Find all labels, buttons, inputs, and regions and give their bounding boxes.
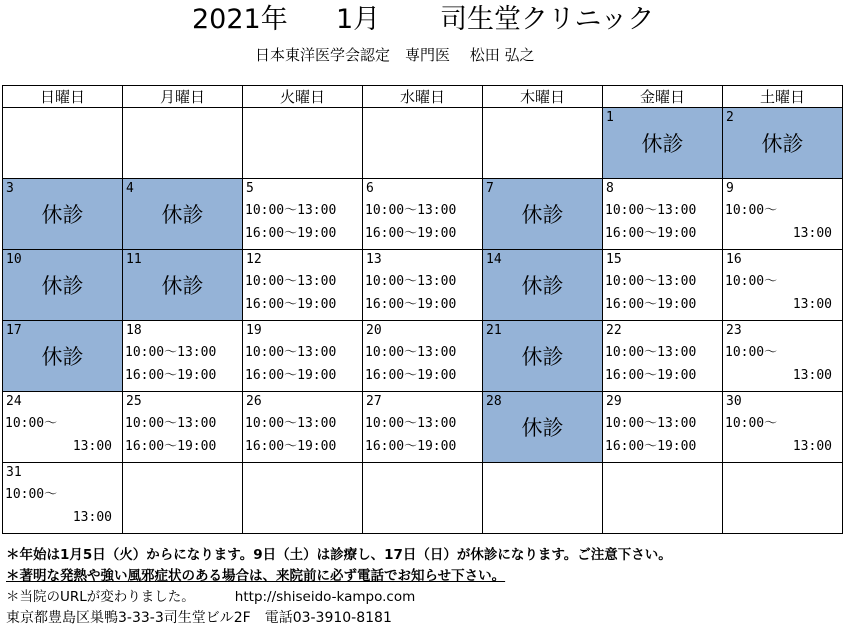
day-number: 15 — [606, 252, 622, 267]
day-number: 3 — [6, 181, 14, 196]
calendar-week-row — [3, 321, 843, 392]
weekday-header: 月曜日 — [123, 86, 243, 108]
open-day-cell — [603, 179, 723, 250]
empty-day-cell — [363, 108, 483, 179]
half-day-end: 13:00 — [72, 510, 112, 525]
afternoon-hours: 16:00～19:00 — [605, 368, 697, 383]
day-number: 20 — [366, 323, 382, 338]
calendar-week-row — [3, 179, 843, 250]
morning-hours: 10:00～13:00 — [125, 416, 217, 431]
morning-hours: 10:00～13:00 — [605, 274, 697, 289]
half-day-start: 10:00～ — [725, 416, 778, 431]
open-day-cell — [363, 179, 483, 250]
closed-day-cell — [3, 321, 123, 392]
open-day-cell — [123, 392, 243, 463]
closed-day-cell — [723, 108, 843, 179]
morning-hours: 10:00～13:00 — [365, 345, 457, 360]
day-number: 8 — [606, 181, 614, 196]
morning-hours: 10:00～13:00 — [365, 274, 457, 289]
day-number: 11 — [126, 252, 142, 267]
day-number: 17 — [6, 323, 22, 338]
open-day-cell — [603, 250, 723, 321]
day-number: 16 — [726, 252, 742, 267]
website-url[interactable]: http://shiseido-kampo.com — [234, 589, 416, 605]
clinic-address: 東京都豊島区巣鴨3-33-3司生堂ビル2F 電話03-3910-8181 — [6, 610, 392, 626]
closed-label: 休診 — [641, 132, 684, 156]
title-month: 1月 — [336, 4, 381, 35]
afternoon-hours: 16:00～19:00 — [125, 368, 217, 383]
half-day-start: 10:00～ — [5, 416, 58, 431]
closed-day-cell — [483, 250, 603, 321]
half-day-start: 10:00～ — [5, 487, 58, 502]
day-number: 30 — [726, 394, 742, 409]
day-number: 1 — [606, 110, 614, 125]
afternoon-hours: 16:00～19:00 — [245, 368, 337, 383]
day-number: 7 — [486, 181, 494, 196]
day-number: 24 — [6, 394, 22, 409]
empty-day-cell — [243, 463, 363, 534]
weekday-header: 水曜日 — [363, 86, 483, 108]
weekday-header: 木曜日 — [483, 86, 603, 108]
empty-day-cell — [603, 463, 723, 534]
half-day-cell — [723, 321, 843, 392]
calendar-body — [3, 108, 843, 534]
day-number: 25 — [126, 394, 142, 409]
morning-hours: 10:00～13:00 — [605, 345, 697, 360]
empty-day-cell — [363, 463, 483, 534]
closed-label: 休診 — [521, 416, 564, 440]
half-day-cell — [3, 392, 123, 463]
afternoon-hours: 16:00～19:00 — [245, 297, 337, 312]
morning-hours: 10:00～13:00 — [605, 203, 697, 218]
open-day-cell — [243, 250, 363, 321]
half-day-end: 13:00 — [792, 226, 832, 241]
title-year: 2021年 — [192, 4, 288, 35]
note-url-text: ＊当院のURLが変わりました。 — [6, 589, 195, 605]
page-title — [0, 0, 844, 42]
afternoon-hours: 16:00～19:00 — [605, 226, 697, 241]
empty-day-cell — [123, 108, 243, 179]
half-day-end: 13:00 — [72, 439, 112, 454]
afternoon-hours: 16:00～19:00 — [365, 368, 457, 383]
afternoon-hours: 16:00～19:00 — [125, 439, 217, 454]
notes-section — [6, 545, 842, 608]
half-day-end: 13:00 — [792, 297, 832, 312]
afternoon-hours: 16:00～19:00 — [365, 226, 457, 241]
weekday-header: 日曜日 — [3, 86, 123, 108]
afternoon-hours: 16:00～19:00 — [365, 297, 457, 312]
note-new-year: ＊年始は1月5日（火）からになります。9日（土）は診療し、17日（日）が休診になります。ご注意下さい。 — [6, 547, 672, 563]
closed-day-cell — [483, 321, 603, 392]
closed-day-cell — [3, 179, 123, 250]
open-day-cell — [363, 250, 483, 321]
calendar-week-row — [3, 108, 843, 179]
open-day-cell — [363, 321, 483, 392]
calendar-table — [2, 85, 843, 534]
doctor-credential: 日本東洋医学会認定 専門医 松田 弘之 — [255, 46, 535, 64]
weekday-header: 金曜日 — [603, 86, 723, 108]
day-number: 14 — [486, 252, 502, 267]
day-number: 4 — [126, 181, 134, 196]
closed-day-cell — [483, 179, 603, 250]
closed-day-cell — [3, 250, 123, 321]
day-number: 12 — [246, 252, 262, 267]
morning-hours: 10:00～13:00 — [245, 345, 337, 360]
half-day-start: 10:00～ — [725, 203, 778, 218]
day-number: 21 — [486, 323, 502, 338]
empty-day-cell — [483, 463, 603, 534]
half-day-cell — [723, 392, 843, 463]
open-day-cell — [243, 179, 363, 250]
day-number: 13 — [366, 252, 382, 267]
closed-label: 休診 — [161, 203, 204, 227]
morning-hours: 10:00～13:00 — [365, 416, 457, 431]
half-day-end: 13:00 — [792, 439, 832, 454]
afternoon-hours: 16:00～19:00 — [605, 297, 697, 312]
closed-day-cell — [123, 179, 243, 250]
morning-hours: 10:00～13:00 — [245, 274, 337, 289]
afternoon-hours: 16:00～19:00 — [365, 439, 457, 454]
open-day-cell — [243, 392, 363, 463]
half-day-cell — [723, 250, 843, 321]
day-number: 6 — [366, 181, 374, 196]
open-day-cell — [123, 321, 243, 392]
morning-hours: 10:00～13:00 — [365, 203, 457, 218]
closed-label: 休診 — [161, 274, 204, 298]
empty-day-cell — [483, 108, 603, 179]
closed-label: 休診 — [521, 203, 564, 227]
day-number: 23 — [726, 323, 742, 338]
day-number: 5 — [246, 181, 254, 196]
half-day-start: 10:00～ — [725, 345, 778, 360]
empty-day-cell — [723, 463, 843, 534]
calendar-week-row — [3, 250, 843, 321]
empty-day-cell — [3, 108, 123, 179]
calendar-week-row — [3, 463, 843, 534]
weekday-header: 火曜日 — [243, 86, 363, 108]
open-day-cell — [603, 321, 723, 392]
morning-hours: 10:00～13:00 — [605, 416, 697, 431]
closed-label: 休診 — [521, 274, 564, 298]
closed-day-cell — [483, 392, 603, 463]
day-number: 9 — [726, 181, 734, 196]
closed-label: 休診 — [521, 345, 564, 369]
afternoon-hours: 16:00～19:00 — [245, 226, 337, 241]
day-number: 22 — [606, 323, 622, 338]
morning-hours: 10:00～13:00 — [245, 203, 337, 218]
half-day-cell — [3, 463, 123, 534]
closed-day-cell — [603, 108, 723, 179]
closed-label: 休診 — [41, 345, 84, 369]
half-day-end: 13:00 — [792, 368, 832, 383]
half-day-cell — [723, 179, 843, 250]
day-number: 26 — [246, 394, 262, 409]
half-day-start: 10:00～ — [725, 274, 778, 289]
closed-label: 休診 — [41, 274, 84, 298]
day-number: 29 — [606, 394, 622, 409]
empty-day-cell — [243, 108, 363, 179]
weekday-header: 土曜日 — [723, 86, 843, 108]
note-url-change — [6, 587, 842, 608]
day-number: 18 — [126, 323, 142, 338]
day-number: 2 — [726, 110, 734, 125]
morning-hours: 10:00～13:00 — [245, 416, 337, 431]
calendar-week-row — [3, 392, 843, 463]
open-day-cell — [363, 392, 483, 463]
afternoon-hours: 16:00～19:00 — [605, 439, 697, 454]
closed-label: 休診 — [761, 132, 804, 156]
day-number: 19 — [246, 323, 262, 338]
afternoon-hours: 16:00～19:00 — [245, 439, 337, 454]
empty-day-cell — [123, 463, 243, 534]
weekday-header-row — [3, 86, 843, 108]
note-fever-warning: ＊著明な発熱や強い風邪症状のある場合は、来院前に必ず電話でお知らせ下さい。 — [6, 568, 506, 584]
day-number: 28 — [486, 394, 502, 409]
day-number: 31 — [6, 465, 22, 480]
day-number: 10 — [6, 252, 22, 267]
open-day-cell — [603, 392, 723, 463]
open-day-cell — [243, 321, 363, 392]
morning-hours: 10:00～13:00 — [125, 345, 217, 360]
closed-label: 休診 — [41, 203, 84, 227]
clinic-name: 司生堂クリニック — [440, 4, 655, 35]
day-number: 27 — [366, 394, 382, 409]
closed-day-cell — [123, 250, 243, 321]
